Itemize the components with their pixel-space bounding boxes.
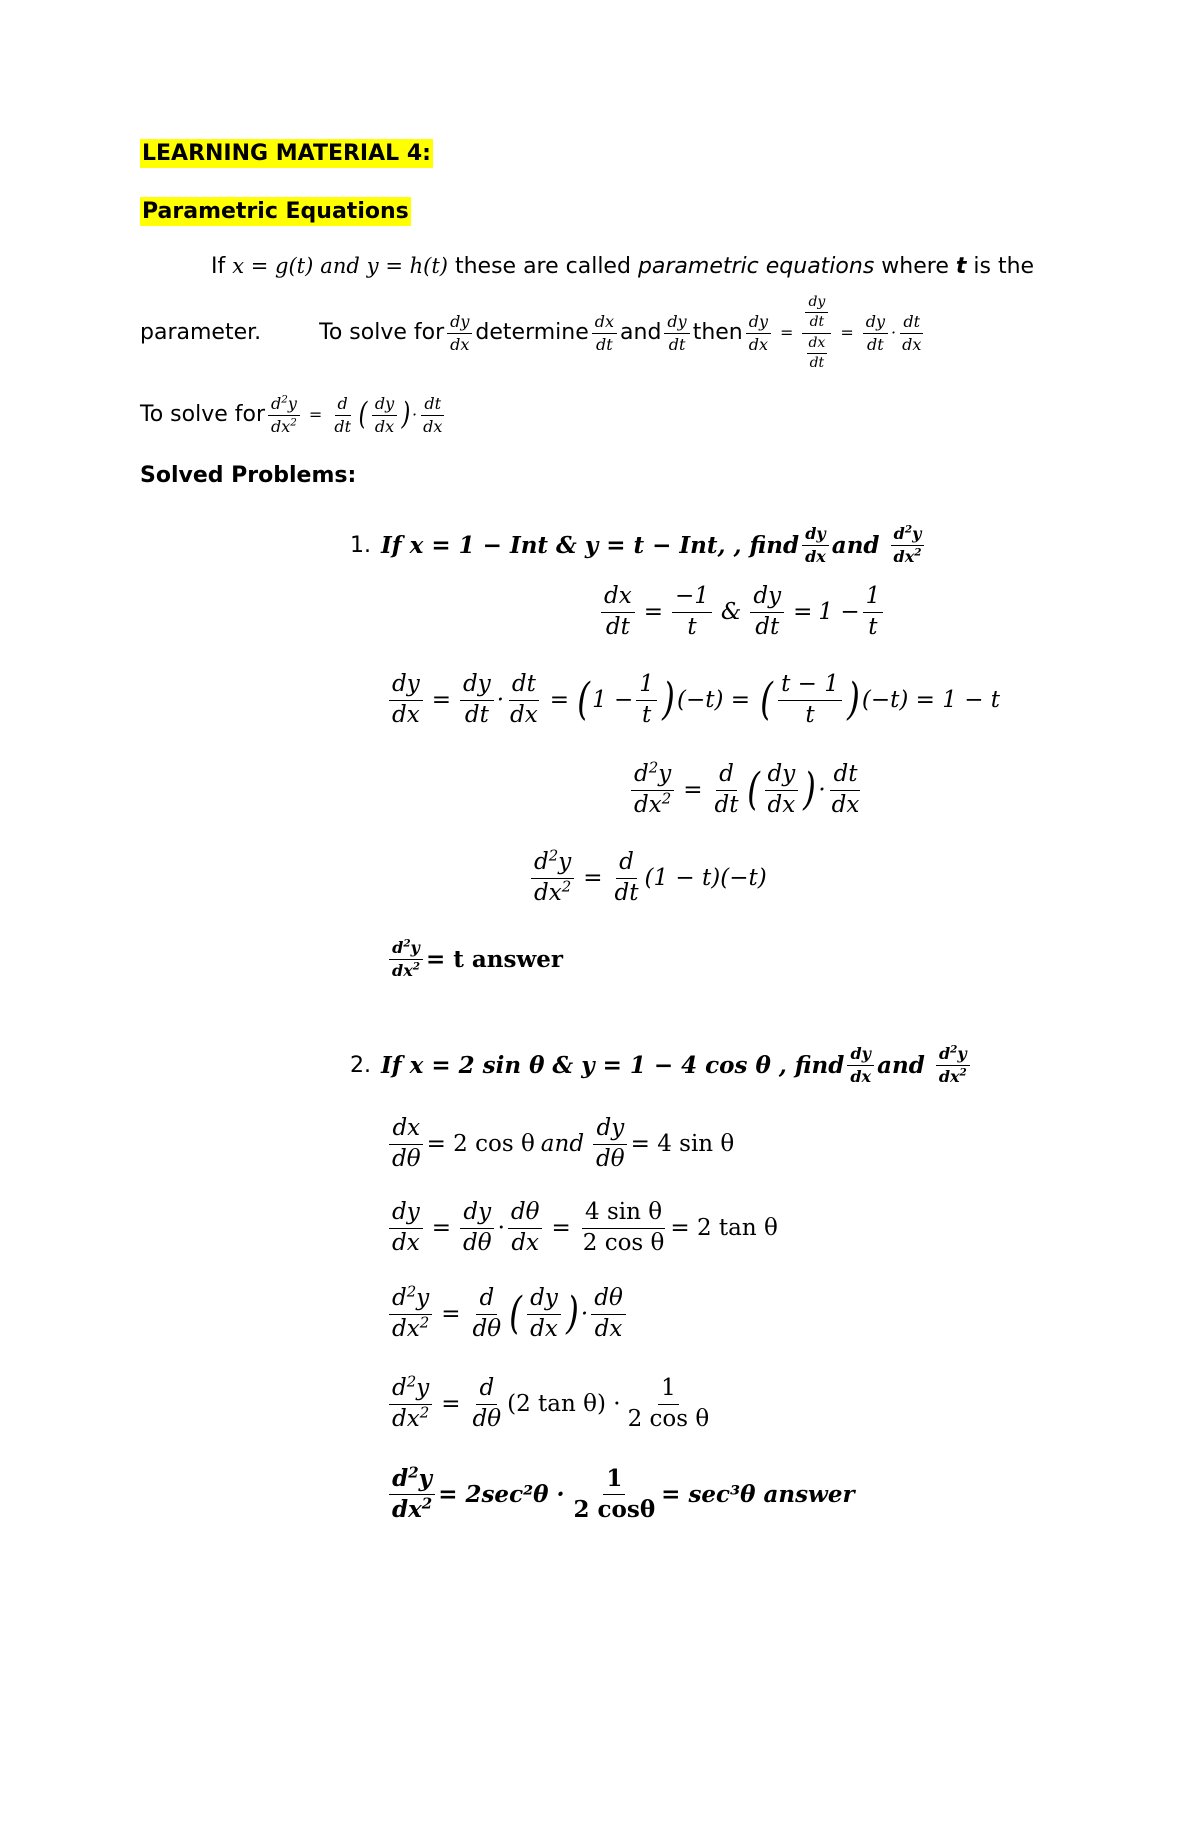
problem-2-statement <box>350 1040 973 1090</box>
p1-minus-one: −1 <box>672 584 712 612</box>
p1-step-1-expr: $\frac{dx}{dt}$ = $\frac{-1}{t}$ & $\frac{dy}{dt}$ = 1 − $\frac{1}{t}$ <box>598 584 886 640</box>
topic-title: Parametric Equations <box>142 199 409 224</box>
p1-step-3 <box>628 758 865 822</box>
p2-step-4-num: 1 <box>658 1376 679 1404</box>
problem-1-d2y-dx2: $\frac{d^2y}{dx^2}$ <box>888 525 928 565</box>
p2-step-1-and: and <box>540 1131 585 1157</box>
parameter-word: parameter. <box>140 320 262 345</box>
chain-rule-formula: $\frac{dy}{dx}$ = $\frac{\frac{dy}{dt}}{\frac{dx}{dt}}$ = $\frac{dy}{dt}$ · $\frac{dt}{dx}$ <box>743 295 928 372</box>
p1-step-2-expr: $\frac{dy}{dx}$ = $\frac{dy}{dt}$ · $\frac{dt}{dx}$ = ( 1 − $\frac{1}{t}$ ) (−t) = ( $\frac{t - 1}{t}$ ) (−t) = 1 − t <box>386 672 1000 728</box>
intro-text: these are called <box>454 254 631 279</box>
p2-step-3-expr: $\frac{d^2y}{dx^2}$ = $\frac{d}{d\theta}$ ( $\frac{dy}{dx}$ ) · $\frac{d\theta}{dx}$ <box>386 1286 629 1342</box>
problem-1-dy-dx: $\frac{dy}{dx}$ <box>799 525 832 565</box>
p2-step-2 <box>386 1198 778 1258</box>
intro-is-the: is the <box>973 254 1035 279</box>
and-word-2: and <box>620 320 662 345</box>
frac-dy-dt-1: $\frac{dy}{dt}$ <box>661 313 692 353</box>
p1-step-2-one-minus: 1 − <box>592 687 634 713</box>
material-title: LEARNING MATERIAL 4: <box>142 141 431 166</box>
p2-step-2-expr: $\frac{dy}{dx}$ = $\frac{dy}{d\theta}$ · $\frac{d\theta}{dx}$ = $\frac{\text{4 sin θ}}{\text{2 cos θ}}$ = 2 tan θ <box>386 1200 778 1256</box>
frac-dx-dt-1: $\frac{dx}{dt}$ <box>589 313 620 353</box>
solved-problems-title: Solved Problems: <box>140 463 357 488</box>
x-definition: x = g(t) <box>232 254 314 278</box>
second-derivative-formula: $\frac{d^2y}{dx^2}$ = $\frac{d}{dt}$ ( $\frac{dy}{dx}$ ) · $\frac{dt}{dx}$ <box>265 395 448 435</box>
problem-2-text: If x = 2 sin θ & y = 1 − 4 cos θ , find <box>381 1051 845 1079</box>
p2-step-4 <box>386 1372 715 1436</box>
p2-dy-result: = 4 sin θ <box>630 1131 735 1157</box>
p2-step-4-mid: (2 tan θ) · <box>507 1391 621 1417</box>
p2-answer-result: = sec³θ answer <box>661 1480 855 1508</box>
p1-step-1 <box>598 582 886 642</box>
p2-step-3 <box>386 1282 629 1346</box>
problem-1-statement <box>350 520 927 570</box>
p2-answer-den: 2 cosθ <box>573 1495 656 1523</box>
p2-step-2-den: 2 cos θ <box>582 1229 665 1256</box>
intro-line-2 <box>140 293 927 371</box>
p1-step-4-tail: (1 − t)(−t) <box>644 865 767 891</box>
p2-answer-expr: $\frac{d^2y}{dx^2}$ = 2sec²θ · $\frac{1}{2 \cos\theta}$ = sec³θ answer <box>386 1466 855 1522</box>
p2-step-2-num: 4 sin θ <box>582 1200 665 1228</box>
p2-step-1-expr: $\frac{dx}{d\theta}$ = 2 cos θ and $\frac{dy}{d\theta}$ = 4 sin θ <box>386 1116 734 1172</box>
determine-word: determine <box>475 320 589 345</box>
p1-step-2 <box>386 668 1000 732</box>
problem-1-number: 1. <box>350 532 371 558</box>
p1-step-4-expr: $\frac{d^2y}{dx^2}$ = $\frac{d}{dt}$ (1 − t)(−t) <box>528 850 767 906</box>
p2-step-4-den: 2 cos θ <box>627 1405 710 1432</box>
p2-answer-num: 1 <box>603 1466 625 1494</box>
solved-problems-heading <box>140 465 356 487</box>
to-solve-for-1: To solve for <box>319 320 445 345</box>
p1-one-minus: 1 − <box>818 599 860 625</box>
problem-2-d2y-dx2: $\frac{d^2y}{dx^2}$ <box>933 1045 973 1085</box>
intro-where: where <box>881 254 949 279</box>
p1-t-minus-one: t − 1 <box>778 672 842 700</box>
parametric-equations-term: parametric equations <box>637 254 875 279</box>
p1-answer <box>386 934 563 984</box>
and-word: and <box>320 254 360 278</box>
parameter-symbol: t <box>955 254 967 279</box>
intro-if: If <box>211 254 226 279</box>
problem-2-and: and <box>877 1051 925 1079</box>
p1-step-2-mid: (−t) = <box>676 687 751 713</box>
p1-answer-lhs: $\frac{d^2y}{dx^2}$ <box>386 939 426 979</box>
p1-step-2-end: (−t) = 1 − t <box>861 687 1001 713</box>
p2-dx-result: = 2 cos θ <box>426 1131 535 1157</box>
to-solve-for-2: To solve for <box>140 402 265 427</box>
y-definition: y = h(t) <box>366 254 448 278</box>
p2-answer-lhs: = 2sec²θ · <box>438 1480 565 1508</box>
frac-dy-dx-1: $\frac{dy}{dx}$ <box>444 313 475 353</box>
material-heading <box>140 141 433 166</box>
problem-2-dy-dx: $\frac{dy}{dx}$ <box>844 1045 877 1085</box>
then-word: then <box>692 320 743 345</box>
p2-step-4-expr: $\frac{d^2y}{dx^2}$ = $\frac{d}{d\theta}$ (2 tan θ) · $\frac{1}{\text{2 cos θ}}$ <box>386 1376 715 1432</box>
p1-step-3-expr: $\frac{d^2y}{dx^2}$ = $\frac{d}{dt}$ ( $\frac{dy}{dx}$ ) · $\frac{dt}{dx}$ <box>628 762 865 818</box>
p1-answer-value: = t answer <box>425 945 564 973</box>
problem-2-number: 2. <box>350 1052 371 1078</box>
problem-1-text: If x = 1 − Int & y = t − Int, , find <box>381 531 800 559</box>
p2-step-2-result: = 2 tan θ <box>670 1215 778 1241</box>
topic-heading <box>140 199 411 224</box>
p1-step-4 <box>528 846 767 910</box>
p2-step-1 <box>386 1114 734 1174</box>
second-derivative-line <box>140 390 448 440</box>
problem-1-and: and <box>831 531 880 559</box>
intro-line-1 <box>211 256 1034 278</box>
p2-answer <box>386 1462 855 1526</box>
